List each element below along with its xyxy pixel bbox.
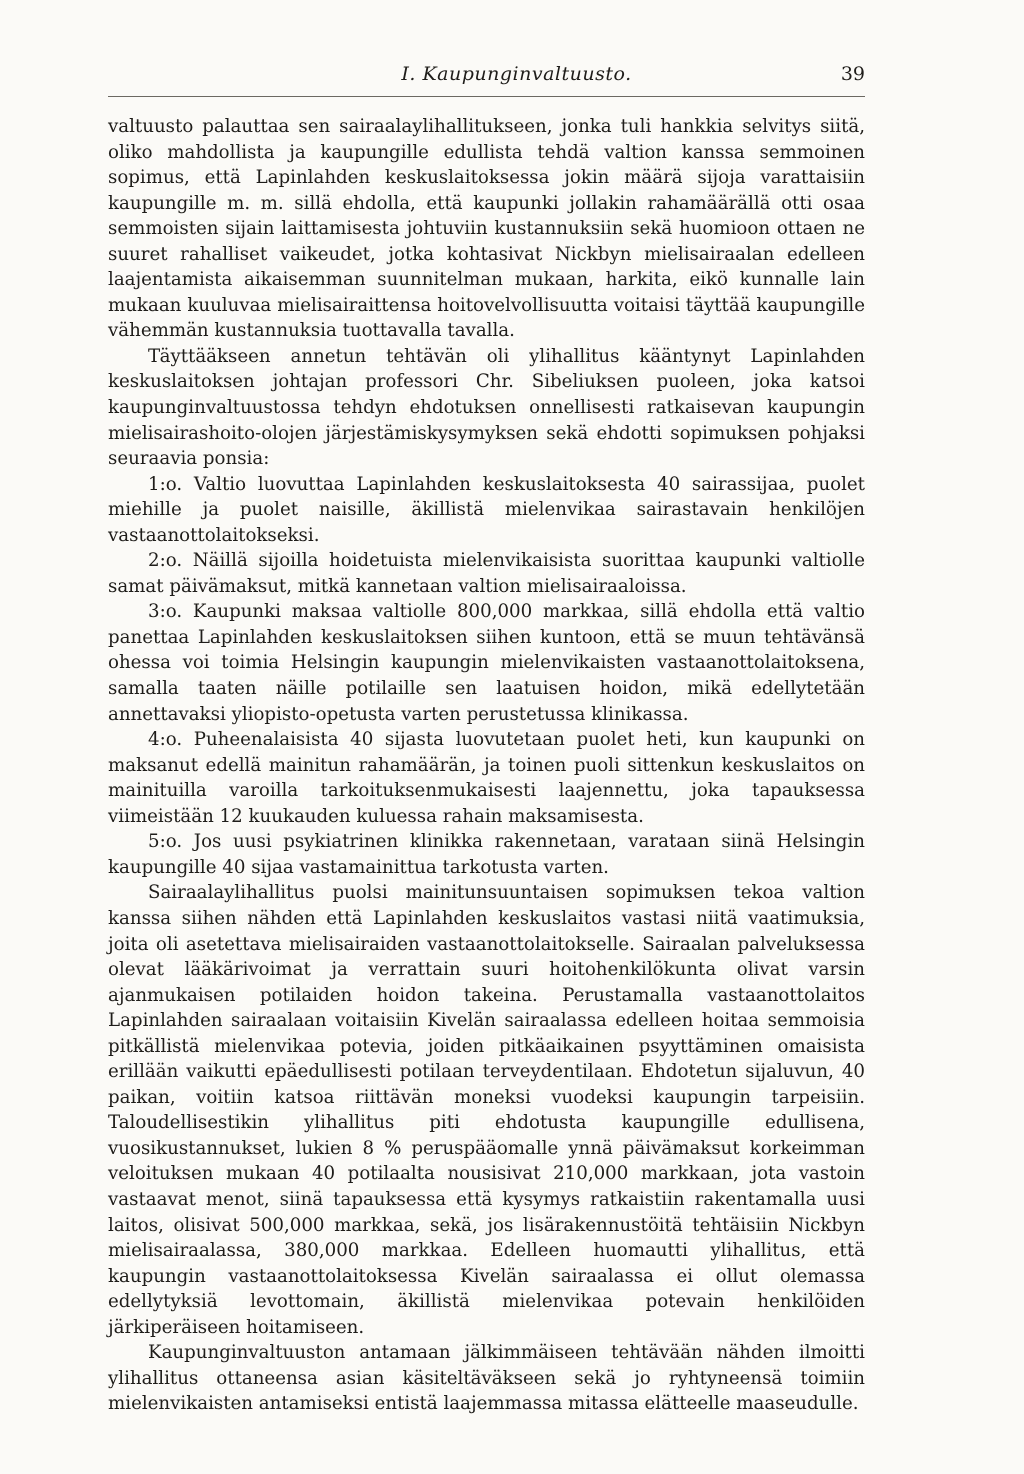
paragraph: Kaupunginvaltuuston antamaan jälkimmäiseen tehtävään nähden ilmoitti ylihallitus ottaneensa asian käsiteltäväkseen sekä jo ryhtyneensä toimiin mielenvikaisten antamiseksi entistä laajemmassa mitassa elätteelle maaseudulle.: [108, 1342, 865, 1415]
clause-4: 4:o. Puheenalaisista 40 sijasta luovutetaan puolet heti, kun kaupunki on maksanut edellä mainitun rahamäärän, ja toinen puoli sittenkun keskuslaitos on mainituilla varoilla tarkoituksenmukaisesti laajennettu, joka tapauksessa viimeistään 12 kuukauden kuluessa rahain maksamisesta.: [108, 729, 865, 827]
clause-2: 2:o. Näillä sijoilla hoidetuista mielenvikaisista suorittaa kaupunki valtiolle samat päivämaksut, mitkä kannetaan valtion mielisairaaloissa.: [108, 550, 865, 597]
body-text: [108, 114, 865, 1417]
paragraph: Täyttääkseen annetun tehtävän oli ylihallitus kääntynyt Lapinlahden keskuslaitoksen johtajan professori Chr. Sibeliuksen puoleen, joka katsoi kaupunginvaltuustossa tehdyn ehdotuksen onnellisesti ratkaisevan kaupungin mielisairashoito-olojen järjestämiskysymyksen sekä ehdotti sopimuksen pohjaksi seuraavia ponsia:: [108, 345, 865, 470]
clause-3: 3:o. Kaupunki maksaa valtiolle 800,000 markkaa, sillä ehdolla että valtio panettaa Lapinlahden keskuslaitoksen siihen kuntoon, että se muun tehtävänsä ohessa voi toimia Helsingin kaupungin mielenvikaisten vastaanottolaitoksena, samalla taaten näille potilaille sen laatuisen hoidon, mikä edellytetään annettavaksi yliopisto-opetusta varten perustetussa klinikassa.: [108, 601, 865, 725]
clause-5: 5:o. Jos uusi psykiatrinen klinikka rakennetaan, varataan siinä Helsingin kaupungille 40 sijaa vastamainittua tarkotusta varten.: [108, 831, 865, 878]
running-title: I. Kaupunginvaltuusto.: [401, 63, 632, 85]
page-header: [108, 60, 865, 97]
paragraph-continuation: valtuusto palauttaa sen sairaalaylihallitukseen, jonka tuli hankkia selvitys siitä, oliko mahdollista ja kaupungille edullista tehdä valtion kanssa semmoinen sopimus, että Lapinlahden keskuslaitoksessa jokin määrä sijoja varattaisiin kaupungille m. m. sillä ehdolla, että kaupunki jollakin rahamäärällä otti osaa semmoisten sijain laittamisesta johtuviin kustannuksiin sekä huomioon ottaen ne suuret rahalliset vaikeudet, jotka kohtasivat Nickbyn mielisairaalan edelleen laajentamista aikaisemman suunnitelman mukaan, harkita, eikö kunnalle lain mukaan kuuluvaa mielisairaittensa hoitovelvollisuutta voitaisi täyttää kaupungille vähemmän kustannuksia tuottavalla tavalla.: [108, 116, 865, 342]
paragraph: Sairaalaylihallitus puolsi mainitunsuuntaisen sopimuksen tekoa valtion kanssa siihen nähden että Lapinlahden keskuslaitos vastasi niitä vaatimuksia, joita oli asetettava mielisairaiden vastaanottolaitokselle. Sairaalan palveluksessa olevat lääkärivoimat ja verrattain suuri hoitohenkilökunta olivat varsin ajanmukaisen potilaiden hoidon takeina. Perustamalla vastaanottolaitos Lapinlahden sairaalaan voitaisiin Kivelän sairaalassa edelleen hoitaa semmoisia pitkällistä mielenvikaa potevia, joiden pitkäaikainen psyyttäminen omaisista erillään vaikutti epäedullisesti potilaan terveydentilaan. Ehdotetun sijaluvun, 40 paikan, voitiin katsoa riittävän moneksi vuodeksi kaupungin tarpeisiin. Taloudellisestikin ylihallitus piti ehdotusta kaupungille edullisena, vuosikustannukset, lukien 8 % peruspääomalle ynnä päivämaksut korkeimman veloituksen mukaan 40 potilaalta nousisivat 210,000 markkaan, jota vastoin vastaavat menot, siinä tapauksessa että kysymys ratkaistiin rakentamalla uusi laitos, olisivat 500,000 markkaa, sekä, jos lisärakennustöitä tehtäisiin Nickbyn mielisairaalassa, 380,000 markkaa. Edelleen huomautti ylihallitus, että kaupungin vastaanottolaitoksessa Kivelän sairaalassa ei ollut olemassa edellytyksiä levottomain, äkillistä mielenvikaa potevain henkilöiden järkiperäiseen hoitamiseen.: [108, 882, 865, 1338]
page-number: 39: [840, 63, 865, 85]
clause-1: 1:o. Valtio luovuttaa Lapinlahden keskuslaitoksesta 40 sairassijaa, puolet miehille ja puolet naisille, äkillistä mielenvikaa sairastavain henkilöjen vastaanottolaitokseksi.: [108, 473, 865, 546]
